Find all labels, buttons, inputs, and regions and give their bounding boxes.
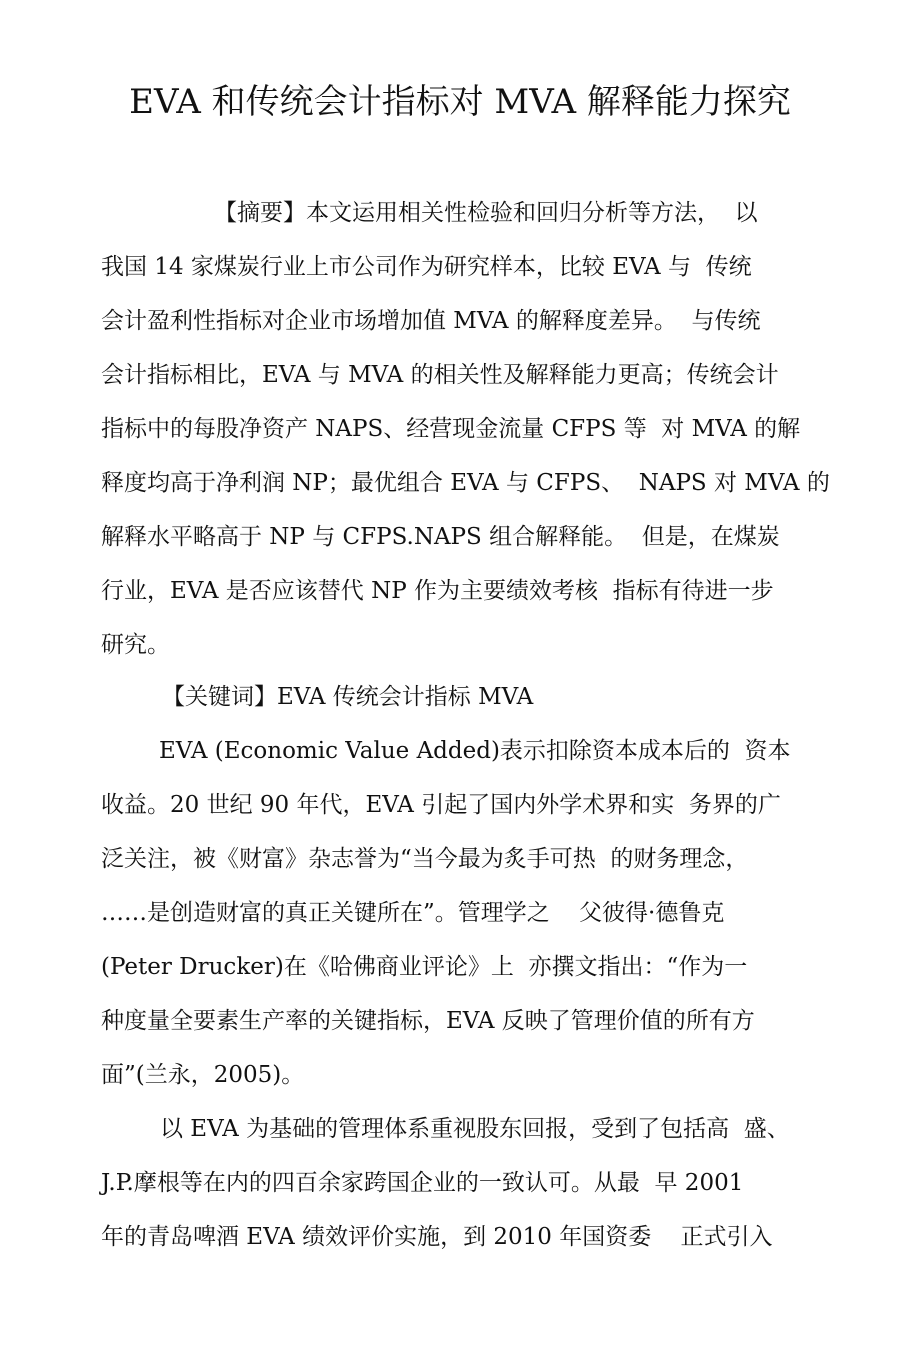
abstract-line: 我国 14 家煤炭行业上市公司作为研究样本，比较 EVA 与 传统 xyxy=(101,254,752,280)
abstract-line: 会计盈利性指标对企业市场增加值 MVA 的解释度差异。 与传统 xyxy=(101,308,761,334)
body-paragraph-1-line: 收益。20 世纪 90 年代，EVA 引起了国内外学术界和实 务界的广 xyxy=(101,792,781,818)
body-paragraph-1-line: EVA (Economic Value Added)表示扣除资本成本后的 资本 xyxy=(159,738,791,764)
document-title: EVA 和传统会计指标对 MVA 解释能力探究 xyxy=(129,82,791,122)
body-paragraph-1-line: 面”(兰永，2005)。 xyxy=(101,1062,305,1088)
abstract-line: 行业，EVA 是否应该替代 NP 作为主要绩效考核 指标有待进一步 xyxy=(101,578,774,604)
body-paragraph-1-line: (Peter Drucker)在《哈佛商业评论》上 亦撰文指出：“作为一 xyxy=(101,954,748,980)
body-paragraph-2-line: 以 EVA 为基础的管理体系重视股东回报，受到了包括高 盛、 xyxy=(160,1116,790,1142)
abstract-line: 研究。 xyxy=(101,632,170,658)
body-paragraph-1-line: 泛关注，被《财富》杂志誉为“当今最为炙手可热 的财务理念， xyxy=(101,846,749,872)
abstract-line: 释度均高于净利润 NP；最优组合 EVA 与 CFPS、 NAPS 对 MVA 的 xyxy=(101,470,830,496)
keywords-line: 【关键词】EVA 传统会计指标 MVA xyxy=(162,684,534,710)
body-paragraph-1-line: ……是创造财富的真正关键所在”。管理学之 父彼得·德鲁克 xyxy=(101,900,725,926)
abstract-line: 会计指标相比，EVA 与 MVA 的相关性及解释能力更高；传统会计 xyxy=(101,362,779,388)
abstract-line: 指标中的每股净资产 NAPS、经营现金流量 CFPS 等 对 MVA 的解 xyxy=(101,416,801,442)
body-paragraph-1-line: 种度量全要素生产率的关键指标，EVA 反映了管理价值的所有方 xyxy=(101,1008,755,1034)
abstract-line: 解释水平略高于 NP 与 CFPS.NAPS 组合解释能。 但是，在煤炭 xyxy=(101,524,780,550)
body-paragraph-2-line: 年的青岛啤酒 EVA 绩效评价实施，到 2010 年国资委 正式引入 xyxy=(101,1224,773,1250)
abstract-line: 【摘要】本文运用相关性检验和回归分析等方法， 以 xyxy=(214,200,758,226)
body-paragraph-2-line: J.P.摩根等在内的四百余家跨国企业的一致认可。从最 早 2001 xyxy=(101,1170,744,1196)
